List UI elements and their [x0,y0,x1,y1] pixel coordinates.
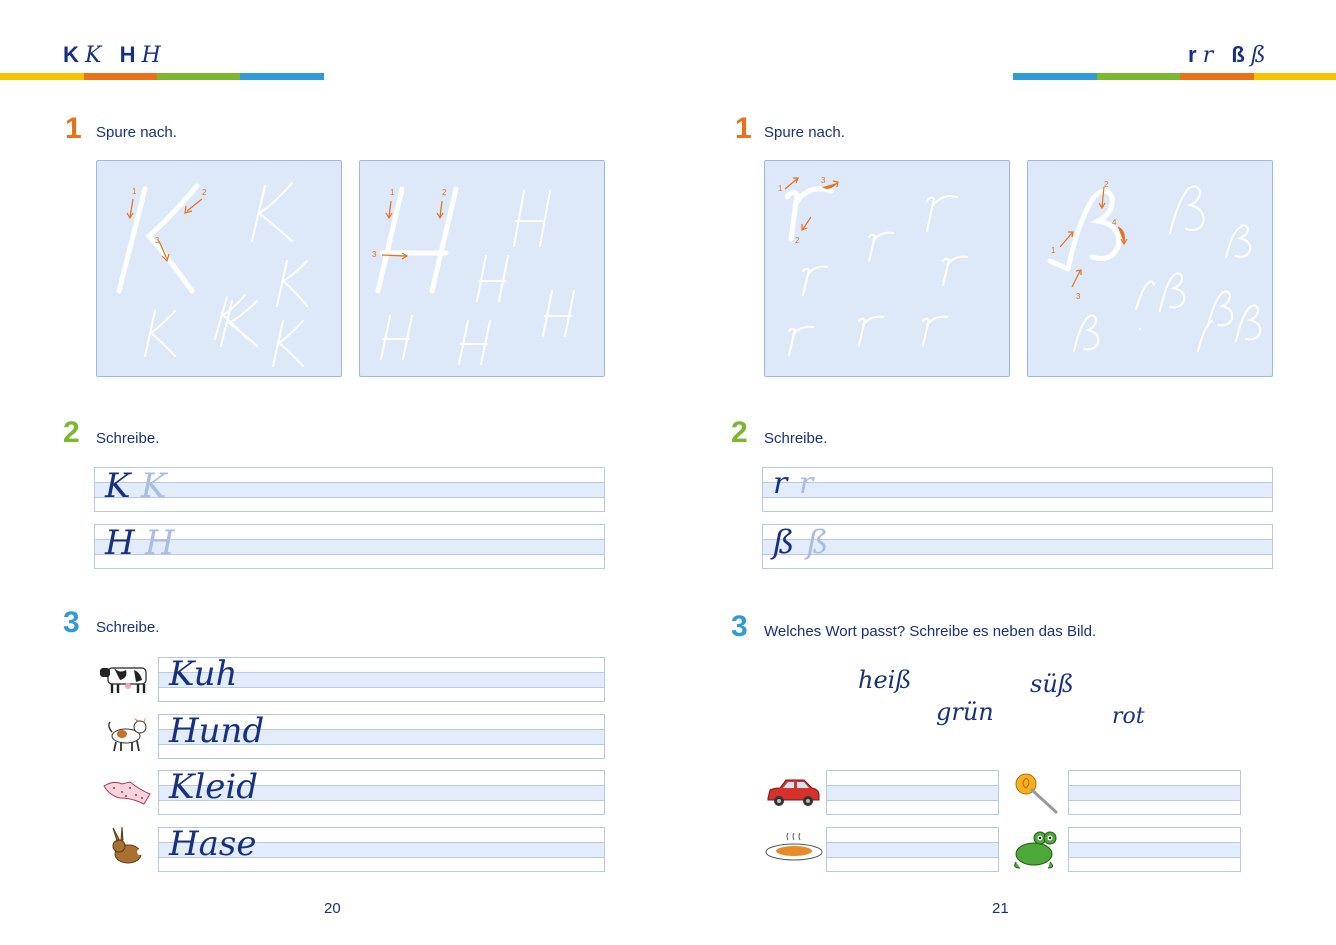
color-bar-yellow [0,73,84,80]
task-instruction: Welches Wort passt? Schreibe es neben das Bild. [764,623,1097,640]
faint-letter: H [145,523,175,563]
sample-word: Kleid [169,767,259,807]
frog-picture [1010,828,1060,870]
writing-lines[interactable] [762,524,1273,569]
stroke-order-mark: 2 [202,188,207,197]
header-letter: H [119,42,136,67]
page-number: 21 [992,900,1009,917]
task-instruction: Schreibe. [96,430,160,447]
task-instruction: Spure nach. [96,124,177,141]
dog-picture [104,716,150,754]
writing-lines[interactable] [158,767,605,815]
writing-lines[interactable] [94,524,605,569]
stroke-order-mark: 1 [132,187,137,196]
writing-lines[interactable] [94,467,605,512]
color-bar-green [157,73,240,80]
task-number: 2 [731,416,748,449]
sample-letter: K [105,466,131,506]
header-letter: ß [1231,42,1245,67]
page-header-letters [1188,42,1266,68]
answer-lines-frog[interactable] [1068,827,1241,872]
color-bar-orange [84,73,157,80]
stroke-order-mark: 1 [390,188,395,197]
task-instruction: Spure nach. [764,124,845,141]
color-bar-orange [1180,73,1254,80]
right-page [668,0,1336,945]
dress-picture [100,776,154,806]
trace-letters-k [97,161,341,376]
soup-picture [764,832,824,864]
stroke-order-mark: 3 [155,236,160,245]
stroke-order-mark: 2 [442,188,447,197]
writing-lines[interactable] [158,654,605,702]
answer-lines-soup[interactable] [826,827,999,872]
color-bar-green [1097,73,1180,80]
sample-word: Hase [169,824,257,864]
task-number: 3 [63,606,80,639]
stroke-order-mark: 3 [821,176,826,185]
task-instruction: Schreibe. [764,430,828,447]
sample-letter: ß [773,523,795,561]
word-choice: rot [1112,704,1145,729]
car-picture [764,776,822,810]
header-letter-script: K [85,43,102,68]
faint-letter: ß [807,523,829,561]
stroke-order-mark: 3 [1076,292,1081,301]
stroke-order-mark: 4 [1112,218,1117,227]
stroke-order-mark: 1 [778,184,783,193]
page-header-letters [63,42,161,68]
stroke-order-mark: 3 [372,250,377,259]
rabbit-picture [106,826,146,866]
answer-lines-lollipop[interactable] [1068,770,1241,815]
stroke-order-mark: 2 [795,236,800,245]
header-letter-script: H [141,43,161,68]
trace-letters-h [360,161,604,376]
faint-letter: K [141,466,167,506]
task-number: 3 [731,610,748,643]
task-number: 1 [735,112,752,145]
sample-letter: H [105,523,135,563]
trace-box-k[interactable] [96,160,342,377]
task-number: 1 [65,112,82,145]
color-bar-yellow [1254,73,1336,80]
sample-word: Kuh [169,654,238,694]
task-instruction: Schreibe. [96,619,160,636]
trace-box-eszett[interactable] [1027,160,1273,377]
trace-letters-r [765,161,1009,376]
color-bar-blue [240,73,324,80]
header-letter: r [1188,42,1197,67]
writing-lines[interactable] [158,824,605,872]
lollipop-picture [1012,770,1062,816]
stroke-order-mark: 2 [1104,180,1109,189]
header-letter-script: ß [1250,43,1266,68]
trace-box-r[interactable] [764,160,1010,377]
task-number: 2 [63,416,80,449]
header-letter-script: r [1202,43,1214,68]
color-bar-blue [1013,73,1097,80]
trace-box-h[interactable] [359,160,605,377]
writing-lines[interactable] [158,711,605,759]
writing-lines[interactable] [762,467,1273,512]
word-choice: grün [936,698,994,726]
word-choice: heiß [858,666,912,694]
sample-word: Hund [169,711,265,751]
page-number: 20 [324,900,341,917]
word-choice: süß [1030,670,1074,698]
cow-picture [98,660,152,696]
trace-letters-eszett [1028,161,1272,376]
stroke-order-mark: 1 [1051,246,1056,255]
answer-lines-car[interactable] [826,770,999,815]
sample-letter: r [773,466,788,501]
faint-letter: r [799,466,814,501]
header-letter: K [63,42,79,67]
